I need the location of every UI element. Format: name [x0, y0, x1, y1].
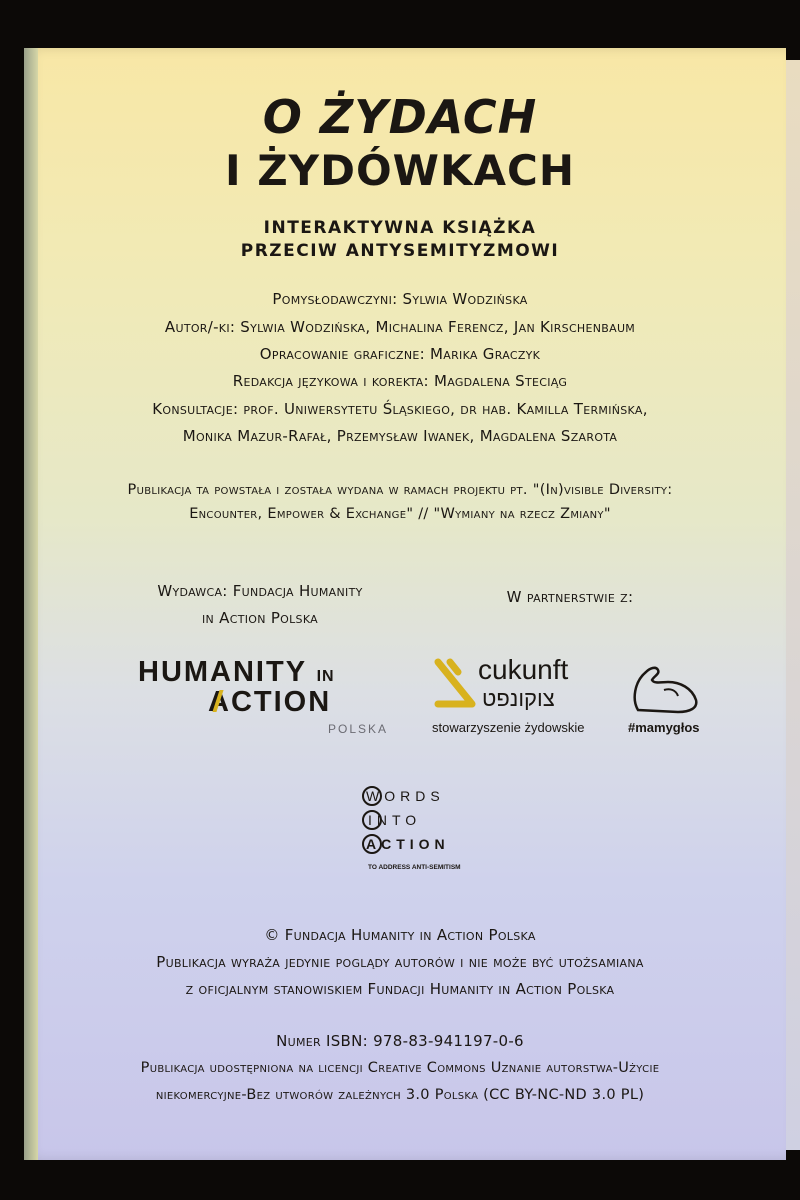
wia-tagline: TO ADDRESS ANTI-SEMITISM: [368, 864, 461, 871]
cukunft-logo: [430, 656, 600, 741]
credit-editing: Redakcja językowa i korekta: Magdalena Steciąg: [232, 372, 568, 390]
cukunft-name: cukunft: [478, 654, 569, 685]
cukunft-hebrew: צוקונפט: [482, 686, 555, 711]
copyright-line: © Fundacja Humanity in Action Polska: [264, 926, 536, 944]
humanity-in-action-logo: [138, 656, 398, 746]
subtitle-line2: PRZECIW ANTYSEMITYZMOWI: [240, 241, 560, 261]
disclaimer-line1: Publikacja wyraża jedynie poglądy autorów i nie może być utożsamiana: [156, 953, 644, 971]
cukunft-emblem-icon: [430, 658, 480, 708]
mamyglos-tag: #mamygłos: [628, 720, 700, 735]
hia-country: POLSKA: [328, 722, 389, 736]
hia-word-in: IN: [316, 668, 335, 685]
cukunft-tagline: stowarzyszenie żydowskie: [432, 720, 585, 735]
isbn: Numer ISBN: 978-83-941197-0-6: [276, 1032, 524, 1050]
credit-graphics: Opracowanie graficzne: Marika Graczyk: [259, 345, 541, 363]
mamyglos-logo: [620, 660, 720, 740]
publisher-line2: in Action Polska: [202, 609, 318, 627]
credit-concept: Pomysłodawczyni: Sylwia Wodzińska: [272, 290, 528, 308]
book-title-line2: I ŻYDÓWKACH: [224, 146, 576, 195]
wia-word-into: INTO: [368, 812, 422, 828]
disclaimer-line2: z oficjalnym stanowiskiem Fundacji Humanity in Action Polska: [185, 980, 615, 998]
hia-word-humanity: HUMANITY: [138, 656, 307, 688]
partners-label: W partnerstwie z:: [506, 588, 634, 606]
book-title-line1: O ŻYDACH: [262, 90, 538, 144]
credit-consultants: Konsultacje: prof. Uniwersytetu Śląskiego, dr hab. Kamilla Termińska,: [152, 400, 648, 418]
credit-authors: Autor/-ki: Sylwia Wodzińska, Michalina Ferencz, Jan Kirschenbaum: [164, 318, 636, 336]
credit-consultants-cont: Monika Mazur-Rafał, Przemysław Iwanek, Magdalena Szarota: [182, 427, 618, 445]
wia-word-action: ACTION: [366, 836, 450, 852]
words-into-action-logo: [362, 786, 492, 878]
flexed-arm-icon: [628, 660, 706, 716]
wia-word-words: WORDS: [366, 788, 445, 804]
license-line1: Publikacja udostępniona na licencji Creative Commons Uznanie autorstwa-Użycie: [140, 1060, 660, 1076]
license-line2: niekomercyjne-Bez utworów zależnych 3.0 Polska (CC BY-NC-ND 3.0 PL): [155, 1087, 645, 1103]
subtitle-line1: INTERAKTYWNA KSIĄŻKA: [263, 218, 537, 238]
hia-word-action: ACTION: [208, 686, 332, 718]
project-line2: Encounter, Empower & Exchange" // "Wymiany na rzecz Zmiany": [189, 506, 611, 522]
publisher-line1: Wydawca: Fundacja Humanity: [157, 582, 363, 600]
project-line1: Publikacja ta powstała i została wydana w ramach projektu pt. "(In)visible Diversity:: [127, 482, 673, 498]
